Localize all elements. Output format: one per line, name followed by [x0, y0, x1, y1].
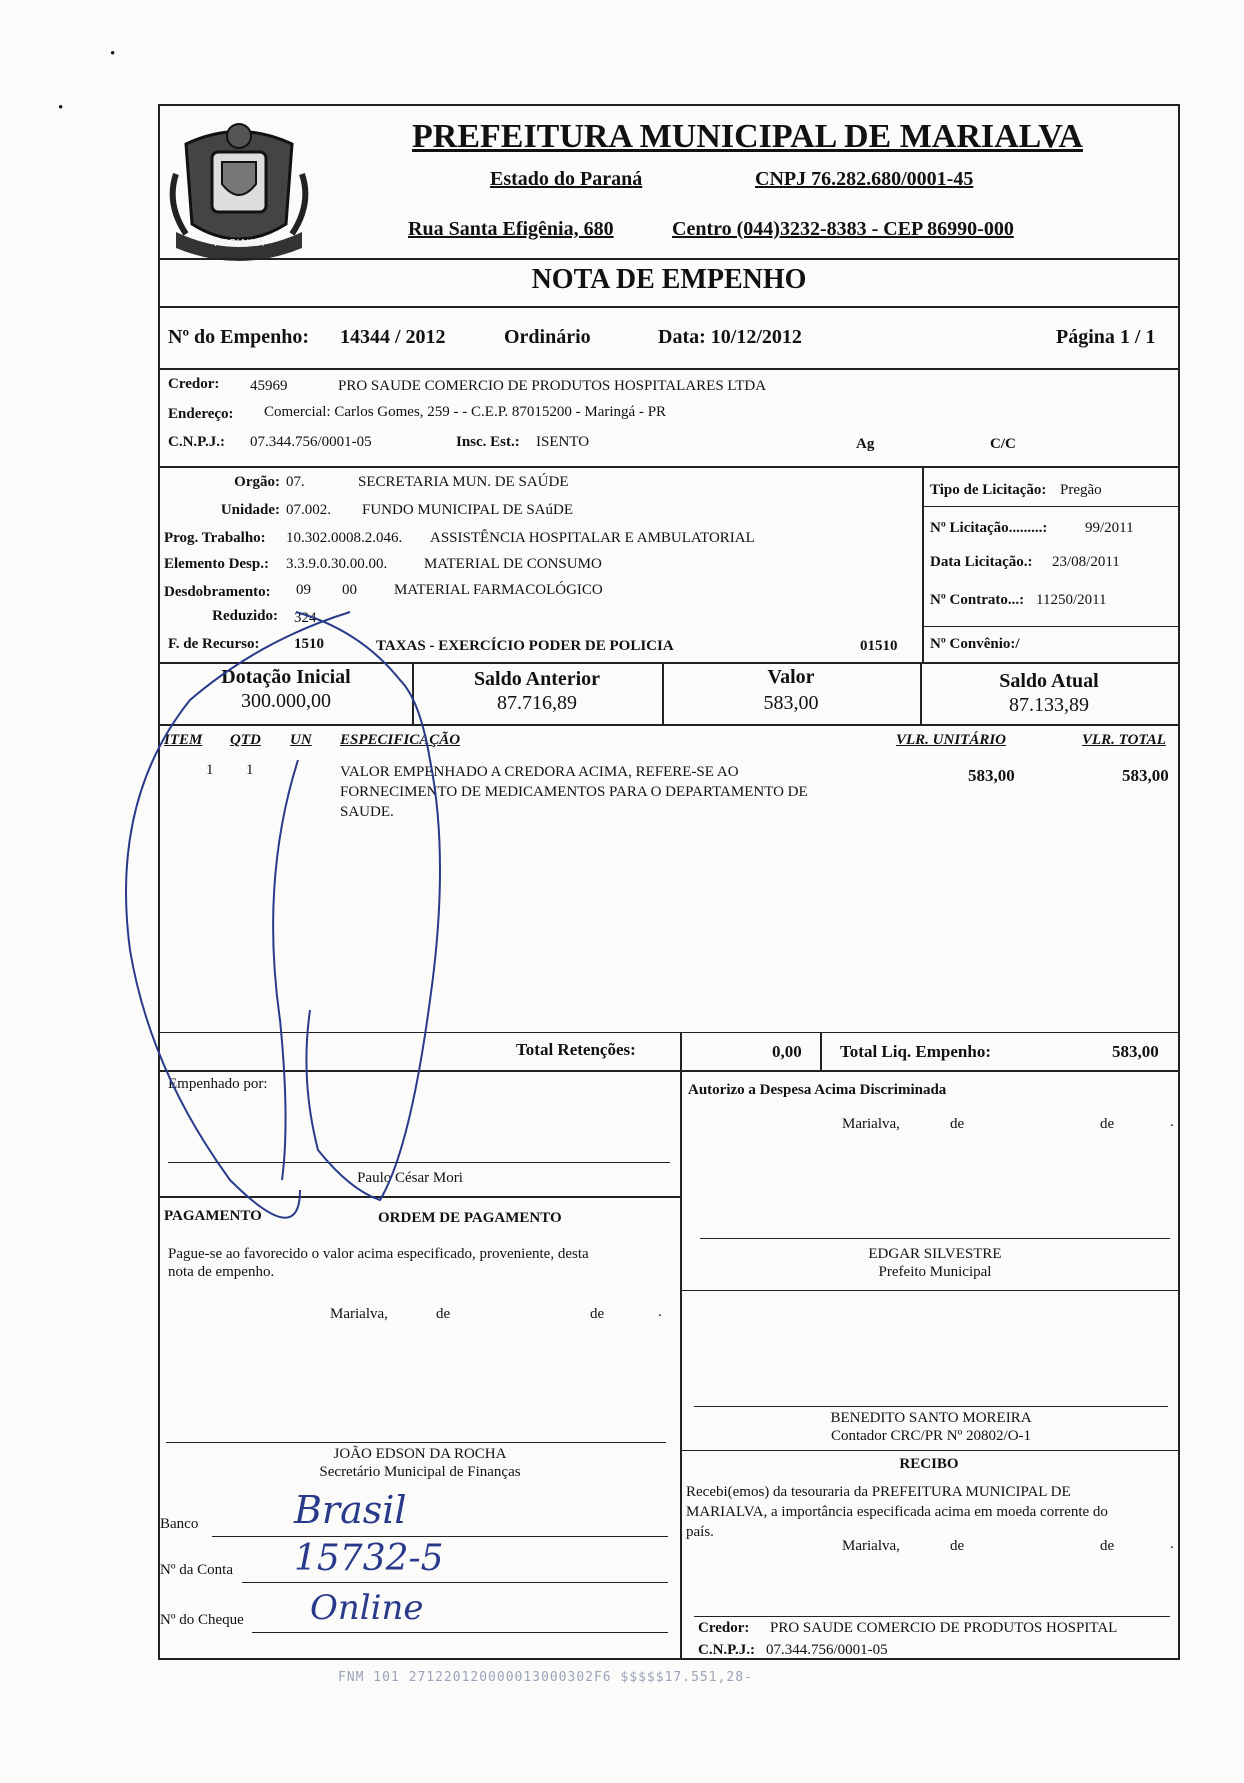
contrato-num: 11250/2011	[1036, 592, 1107, 608]
conta-handwritten: 15732-5	[294, 1538, 444, 1579]
edgar-signer: EDGAR SILVESTRE	[868, 1246, 1002, 1262]
item-total-value: 583,00	[1122, 766, 1169, 785]
doc-title: NOTA DE EMPENHO	[531, 264, 807, 295]
licitacao-num: 99/2011	[1085, 520, 1134, 536]
elem-name: MATERIAL DE CONSUMO	[424, 556, 602, 572]
recibo-title: RECIBO	[899, 1456, 959, 1472]
scan-mark: •	[58, 100, 64, 116]
credor-insc: ISENTO	[536, 434, 590, 450]
empenho-date: Data: 10/12/2012	[658, 326, 802, 348]
svg-text:MARIALVA: MARIALVA	[214, 238, 264, 249]
prog-name: ASSISTÊNCIA HOSPITALAR E AMBULATORIAL	[430, 530, 755, 546]
orgao-name: SECRETARIA MUN. DE SAÚDE	[358, 474, 569, 490]
cnpj-label: CNPJ 76.282.680/0001-45	[755, 168, 974, 190]
district-phone-label: Centro (044)3232-8383 - CEP 86990-000	[672, 218, 1014, 240]
address-label: Rua Santa Efigênia, 680	[408, 218, 614, 240]
col-qtd: QTD	[230, 732, 261, 748]
autorizo-label: Autorizo a Despesa Acima Discriminada	[688, 1082, 947, 1098]
municipal-crest-icon	[166, 114, 312, 262]
item-unit-value: 583,00	[968, 766, 1015, 785]
desdob-name: MATERIAL FARMACOLÓGICO	[394, 582, 603, 598]
page-number: Página 1 / 1	[1056, 326, 1156, 348]
recurso-name: TAXAS - EXERCÍCIO PODER DE POLICIA	[376, 638, 674, 654]
banco-handwritten: Brasil	[294, 1488, 407, 1532]
item-desc-line: VALOR EMPENHADO A CREDORA ACIMA, REFERE-SE AO	[340, 764, 739, 780]
liq-value: 583,00	[1112, 1042, 1159, 1061]
retencoes-value: 0,00	[772, 1042, 802, 1061]
nota-empenho-form: MARIALVA PREFEITURA MUNICIPAL DE MARIALVA Estado do Paraná CNPJ 76.282.680/0001-45 Rua Santa Efigênia, 680 Centro (044)3232-8383 - CEP 86990-000 NOTA DE EMPENHO Nº do Empenho: 14344 / 2012 Ordinário Data: 10/12/2012 Página 1 / 1 Credor: 45969 PRO SAUDE COMERCIO DE PRODUTOS HOSPITALARES LTDA Endereço: Comercial: Carlos Gomes, 259 - - C.E.P. 87015200 - Maringá - PR C.N.P.J.: 07.344.756/0001-05 Insc. Est.: ISENTO Ag C/C Orgão: 07. SECRETARIA MUN. DE SAÚDE Unidade: 07.002. FUNDO MUNICIPAL DE SAúDE Prog. Trabalho: 10.302.0008.2.046. ASSISTÊNCIA HOSPITALAR E AMBULATORIAL Elemento Desp.: 3.3.9.0.30.00.00. MATERIAL DE CONSUMO Desdobramento: 09 00 MATERIAL FARMACOLÓGICO Reduzido: 324 F. de Recurso: 1510 TAXAS - EXERCÍCIO PODER DE POLICIA 01510 Tipo de Licitação: Pregão Nº Licitação.........: 99/2011 Data Licitação.: 23/08/2011 Nº Contrato...: 11250/2011 Nº Convênio:/ Dotação Inicial 300.000,00 Saldo Anterior 87.716,89 Valor 583,00 Saldo Atual 87.133,89 ITEM QTD UN ESPECIFICAÇÃO VLR. UNITÁRIO VLR. TOTAL 1 1 VALOR EMPENHADO A CREDORA ACIMA, REFERE-SE AO FORNECIMENTO DE MEDICAMENTOS PARA O DEPARTAMENTO DE SAUDE. 583,00 583,00 Total Retenções: 0,00 Total Liq. Empenho: 583,00 Empenhado por: Paulo César Mori PAGAMENTO ORDEM DE PAGAMENTO Pague-se ao favorecido o valor acima especificado, proveniente, desta nota de empenho. Marialva, de de . JOÃO EDSON DA ROCHA Secretário Municipal de Finanças Banco Brasil Nº da Conta 15732-5 Nº do Cheque Online Autorizo a Despesa Acima Discriminada Marialva, de de . EDGAR SILVESTRE Prefeito Municipal BENEDITO SANTO MOREIRA Contador CRC/PR Nº 20802/O-1 RECIBO Recebi(emos) da tesouraria da PREFEITURA MUNICIPAL DE MARIALVA, a importância especificada acima em moeda corrente do país. Marialva, de de . Credor: PRO SAUDE COMERCIO DE PRODUTOS HOSPITAL C.N.P.J.: 07.344.756/0001-05	[158, 104, 1180, 1660]
credor-cnpj: 07.344.756/0001-05	[250, 434, 372, 450]
credor-name: PRO SAUDE COMERCIO DE PRODUTOS HOSPITALARES LTDA	[338, 378, 767, 394]
licitacao-tipo: Pregão	[1060, 482, 1102, 498]
bank-stamp-code: FNM 101 271220120000013000302F6 $$$$$17.551,28-	[338, 1670, 753, 1685]
ordem-pagamento-title: ORDEM DE PAGAMENTO	[378, 1210, 562, 1226]
recibo-cnpj: 07.344.756/0001-05	[766, 1642, 888, 1658]
benedito-signer: BENEDITO SANTO MOREIRA	[830, 1410, 1032, 1426]
state-label: Estado do Paraná	[490, 168, 643, 190]
col-unit: VLR. UNITÁRIO	[896, 732, 1007, 748]
recibo-credor: PRO SAUDE COMERCIO DE PRODUTOS HOSPITAL	[770, 1620, 1118, 1636]
saldo-atual-value: 87.133,89	[1009, 694, 1089, 716]
item-desc-line: FORNECIMENTO DE MEDICAMENTOS PARA O DEPARTAMENTO DE	[340, 784, 808, 800]
col-un: UN	[290, 732, 312, 748]
scan-mark: •	[110, 46, 116, 62]
empenho-label: Nº do Empenho:	[168, 326, 310, 348]
empenho-type: Ordinário	[504, 326, 591, 348]
credor-code: 45969	[250, 378, 288, 394]
unidade-name: FUNDO MUNICIPAL DE SAúDE	[362, 502, 573, 518]
item-desc-line: SAUDE.	[340, 804, 394, 820]
credor-address: Comercial: Carlos Gomes, 259 - - C.E.P. 87015200 - Maringá - PR	[264, 404, 667, 420]
empenho-number: 14344 / 2012	[340, 326, 446, 348]
valor-value: 583,00	[763, 692, 819, 714]
joao-signer: JOÃO EDSON DA ROCHA	[333, 1446, 507, 1462]
licitacao-data: 23/08/2011	[1052, 554, 1120, 570]
prefeitura-title: PREFEITURA MUNICIPAL DE MARIALVA	[412, 118, 1083, 155]
col-item: ITEM	[164, 732, 203, 748]
dotacao-value: 300.000,00	[241, 690, 331, 712]
cheque-handwritten: Online	[310, 1588, 424, 1628]
empenhado-signer: Paulo César Mori	[357, 1170, 463, 1186]
saldo-anterior-value: 87.716,89	[497, 692, 577, 714]
col-espec: ESPECIFICAÇÃO	[340, 732, 461, 748]
col-total: VLR. TOTAL	[1082, 732, 1166, 748]
